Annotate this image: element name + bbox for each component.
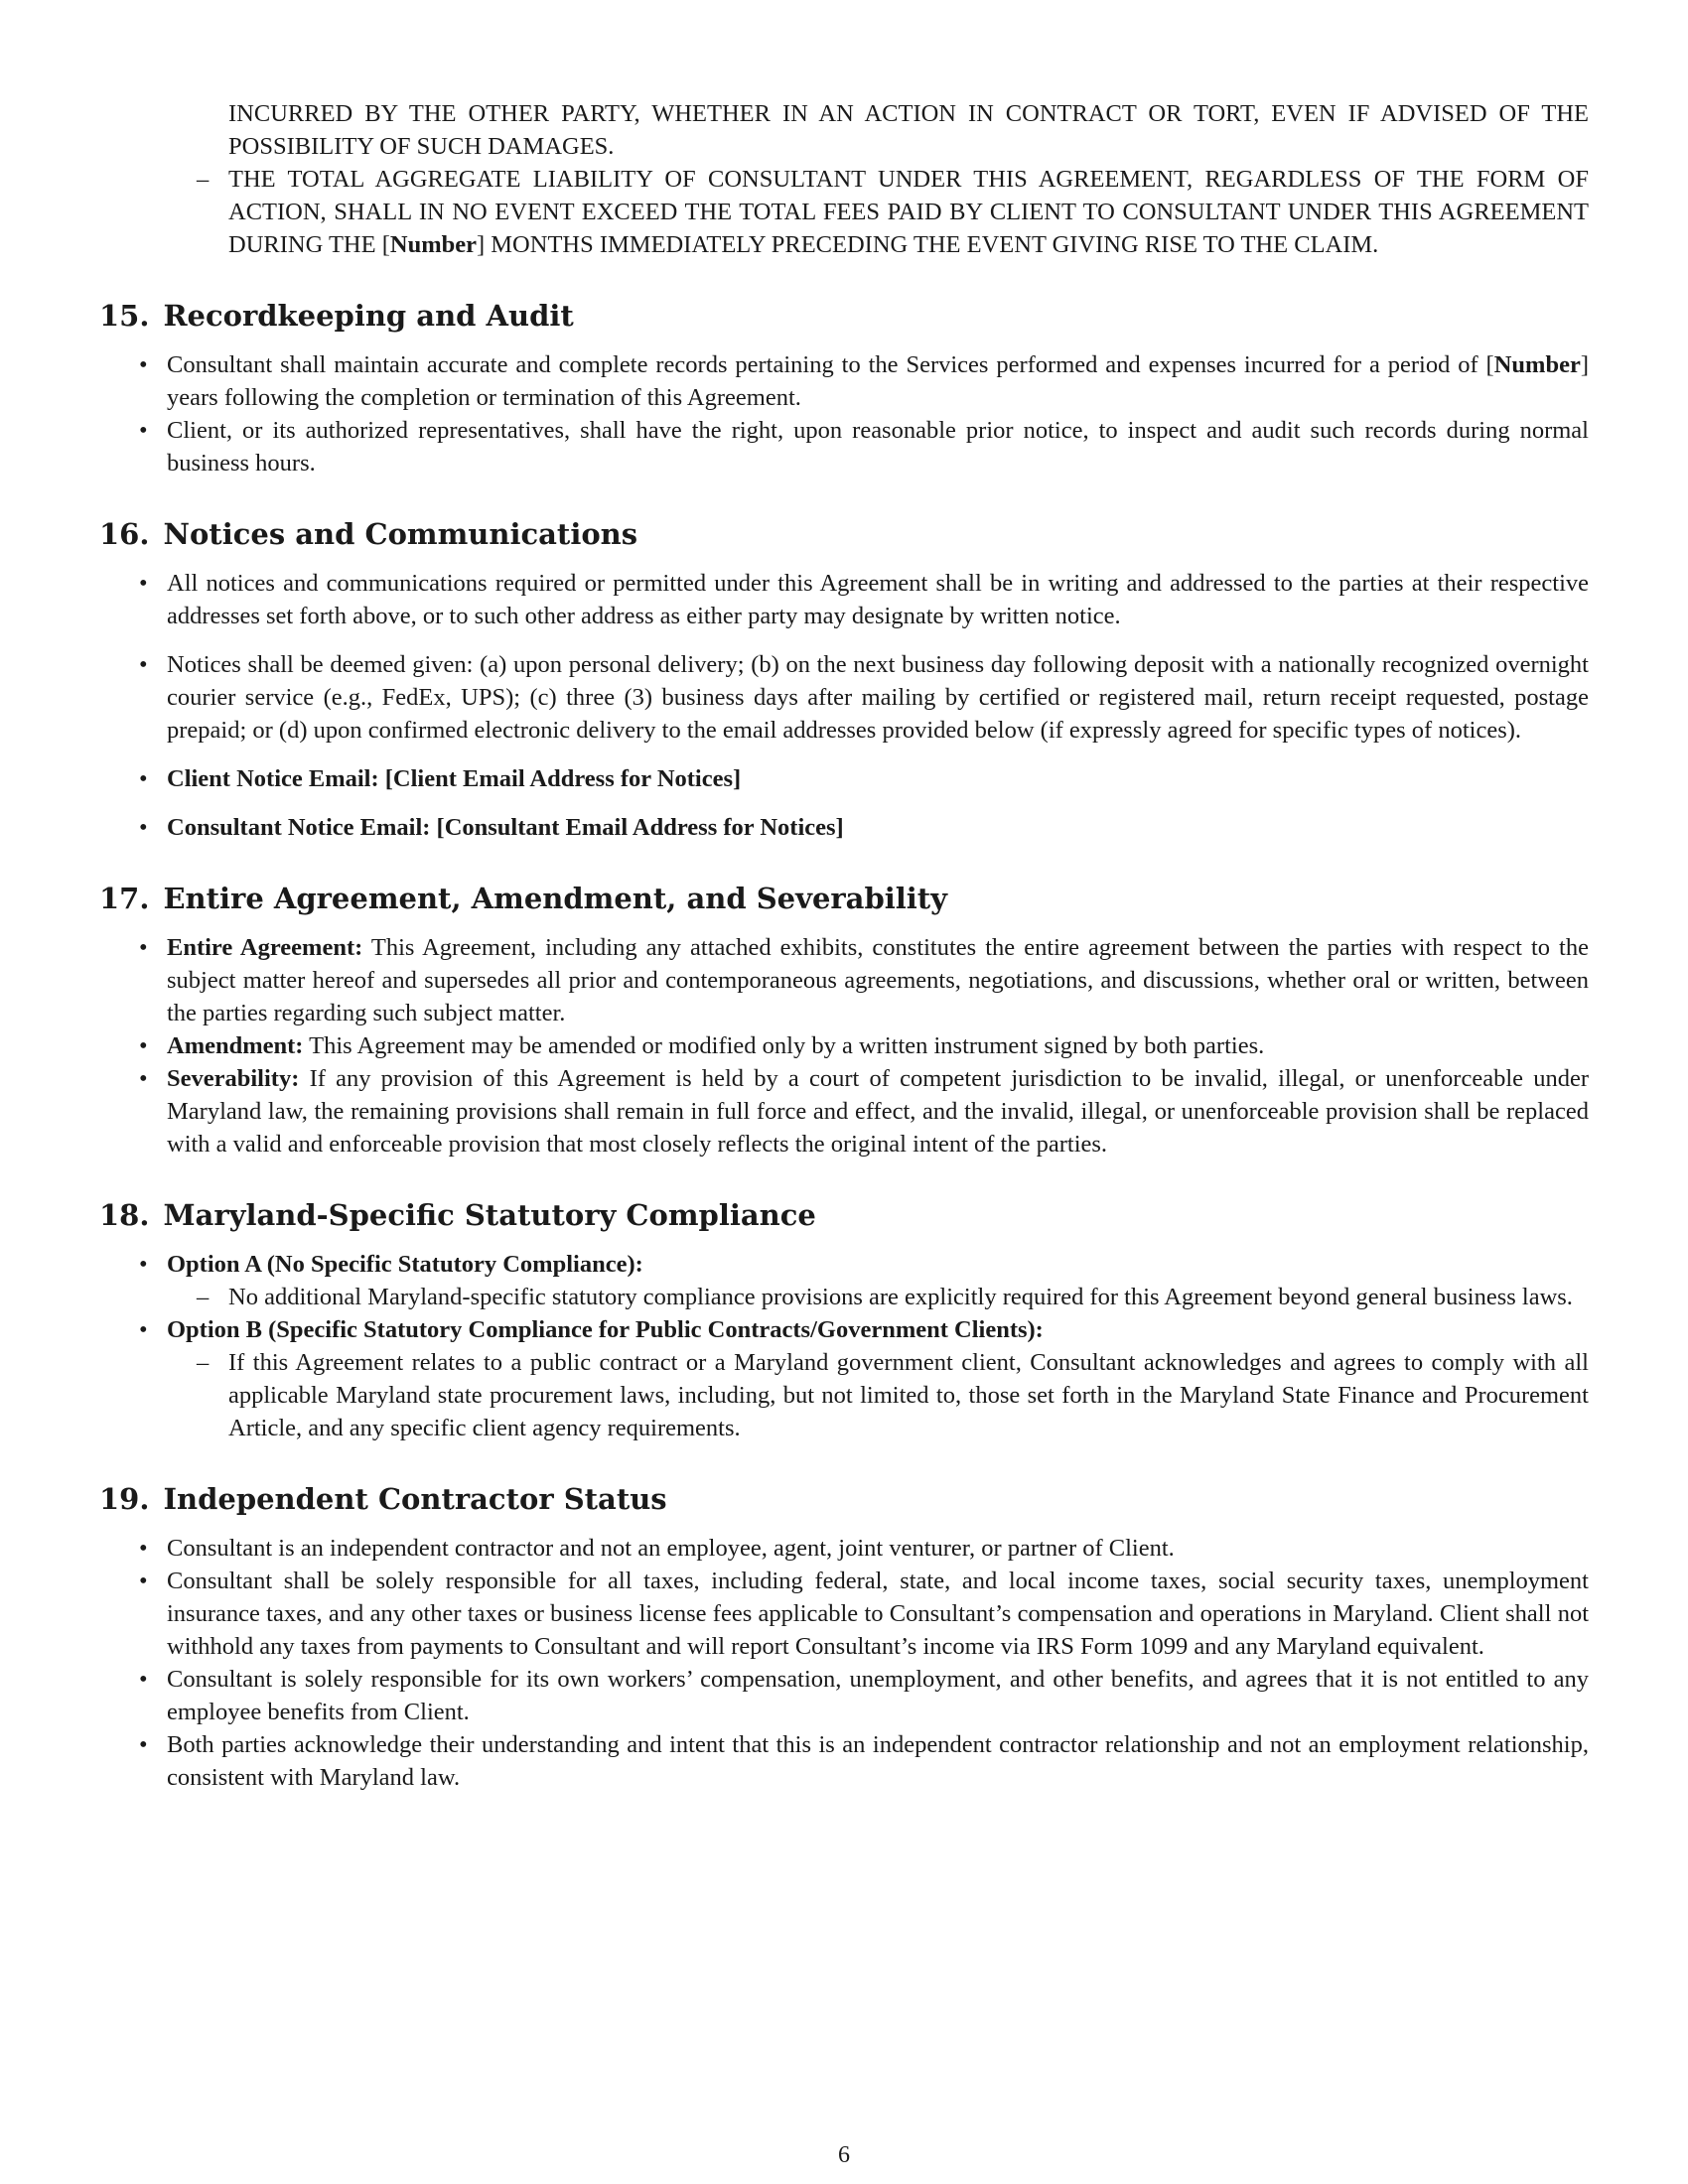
list-item: • Consultant is solely responsible for its own workers’ compensation, unemployment, and other benefits, and agrees that it is not entitled to any employee benefits from Client. <box>99 1663 1589 1728</box>
document-page <box>99 97 1589 1794</box>
list-item: • Entire Agreement: This Agreement, including any attached exhibits, constitutes the entire agreement between the parties with respect to the subject matter hereof and supersedes all prior and contemporaneous agreements, negotiations, and discussions, whether oral or written, between the parties regarding such subject matter. <box>99 931 1589 1029</box>
section-16-list <box>99 567 1589 844</box>
section-19-list <box>99 1532 1589 1794</box>
section-15-list <box>99 348 1589 479</box>
list-item: • Consultant shall be solely responsible for all taxes, including federal, state, and local income taxes, social security taxes, unemployment insurance taxes, and any other taxes or business license fees applicable to Consultant’s compensation and operations in Maryland. Client shall not withhold any taxes from payments to Consultant and will report Consultant’s income via IRS Form 1099 and any Maryland equivalent. <box>99 1565 1589 1663</box>
section-heading-17: 17. Entire Agreement, Amendment, and Severability <box>99 882 948 915</box>
section-heading-16: 16. Notices and Communications <box>99 517 638 551</box>
page-number: 6 <box>838 2142 850 2168</box>
list-item: • Notices shall be deemed given: (a) upon personal delivery; (b) on the next business day following deposit with a nationally recognized overnight courier service (e.g., FedEx, UPS); (c) three (3) business days after mailing by certified or registered mail, return receipt requested, postage prepaid; or (d) upon confirmed electronic delivery to the email addresses provided below (if expressly agreed for specific types of notices). <box>99 648 1589 747</box>
list-item: • Both parties acknowledge their understanding and intent that this is an independent contractor relationship and not an employment relationship, consistent with Maryland law. <box>99 1728 1589 1794</box>
section-heading-15: 15. Recordkeeping and Audit <box>99 299 574 333</box>
list-item: • Amendment: This Agreement may be amended or modified only by a written instrument signed by both parties. <box>99 1029 1589 1062</box>
list-item: • All notices and communications required or permitted under this Agreement shall be in writing and addressed to the parties at their respective addresses set forth above, or to such other address as either party may designate by written notice. <box>99 567 1589 632</box>
continued-paragraph: INCURRED BY THE OTHER PARTY, WHETHER IN AN ACTION IN CONTRACT OR TORT, EVEN IF ADVISED OF THE POSSIBILITY OF SUCH DAMAGES. <box>228 100 1589 160</box>
list-item: • Client, or its authorized representatives, shall have the right, upon reasonable prior notice, to inspect and audit such records during normal business hours. <box>99 414 1589 479</box>
section-17-list <box>99 931 1589 1160</box>
sub-list-item: – If this Agreement relates to a public contract or a Maryland government client, Consultant acknowledges and agrees to comply with all applicable Maryland state procurement laws, including, but not limited to, those set forth in the Maryland State Finance and Procurement Article, and any specific client agency requirements. <box>99 1346 1589 1444</box>
section-18-list <box>99 1248 1589 1444</box>
list-item: • Consultant Notice Email: [Consultant Email Address for Notices] <box>99 811 1589 844</box>
liability-cap-item: – THE TOTAL AGGREGATE LIABILITY OF CONSULTANT UNDER THIS AGREEMENT, REGARDLESS OF THE FORM OF ACTION, SHALL IN NO EVENT EXCEED THE TOTAL FEES PAID BY CLIENT TO CONSULTANT UNDER THIS AGREEMENT DURING THE [Number] MONTHS IMMEDIATELY PRECEDING THE EVENT GIVING RISE TO THE CLAIM. <box>99 163 1589 261</box>
section-heading-18: 18. Maryland-Specific Statutory Compliance <box>99 1198 816 1232</box>
list-item: • Option A (No Specific Statutory Compliance): <box>99 1248 1589 1281</box>
sub-list-item: – No additional Maryland-specific statutory compliance provisions are explicitly required for this Agreement beyond general business laws. <box>99 1281 1589 1313</box>
list-item: • Client Notice Email: [Client Email Address for Notices] <box>99 762 1589 795</box>
list-item: • Option B (Specific Statutory Compliance for Public Contracts/Government Clients): <box>99 1313 1589 1346</box>
list-item: • Severability: If any provision of this Agreement is held by a court of competent jurisdiction to be invalid, illegal, or unenforceable under Maryland law, the remaining provisions shall remain in full force and effect, and the invalid, illegal, or unenforceable provision shall be replaced with a valid and enforceable provision that most closely reflects the original intent of the parties. <box>99 1062 1589 1160</box>
list-item: • Consultant shall maintain accurate and complete records pertaining to the Services performed and expenses incurred for a period of [Number] years following the completion or termination of this Agreement. <box>99 348 1589 414</box>
list-item: • Consultant is an independent contractor and not an employee, agent, joint venturer, or partner of Client. <box>99 1532 1589 1565</box>
section-heading-19: 19. Independent Contractor Status <box>99 1482 667 1516</box>
liability-sublist <box>99 163 1589 261</box>
